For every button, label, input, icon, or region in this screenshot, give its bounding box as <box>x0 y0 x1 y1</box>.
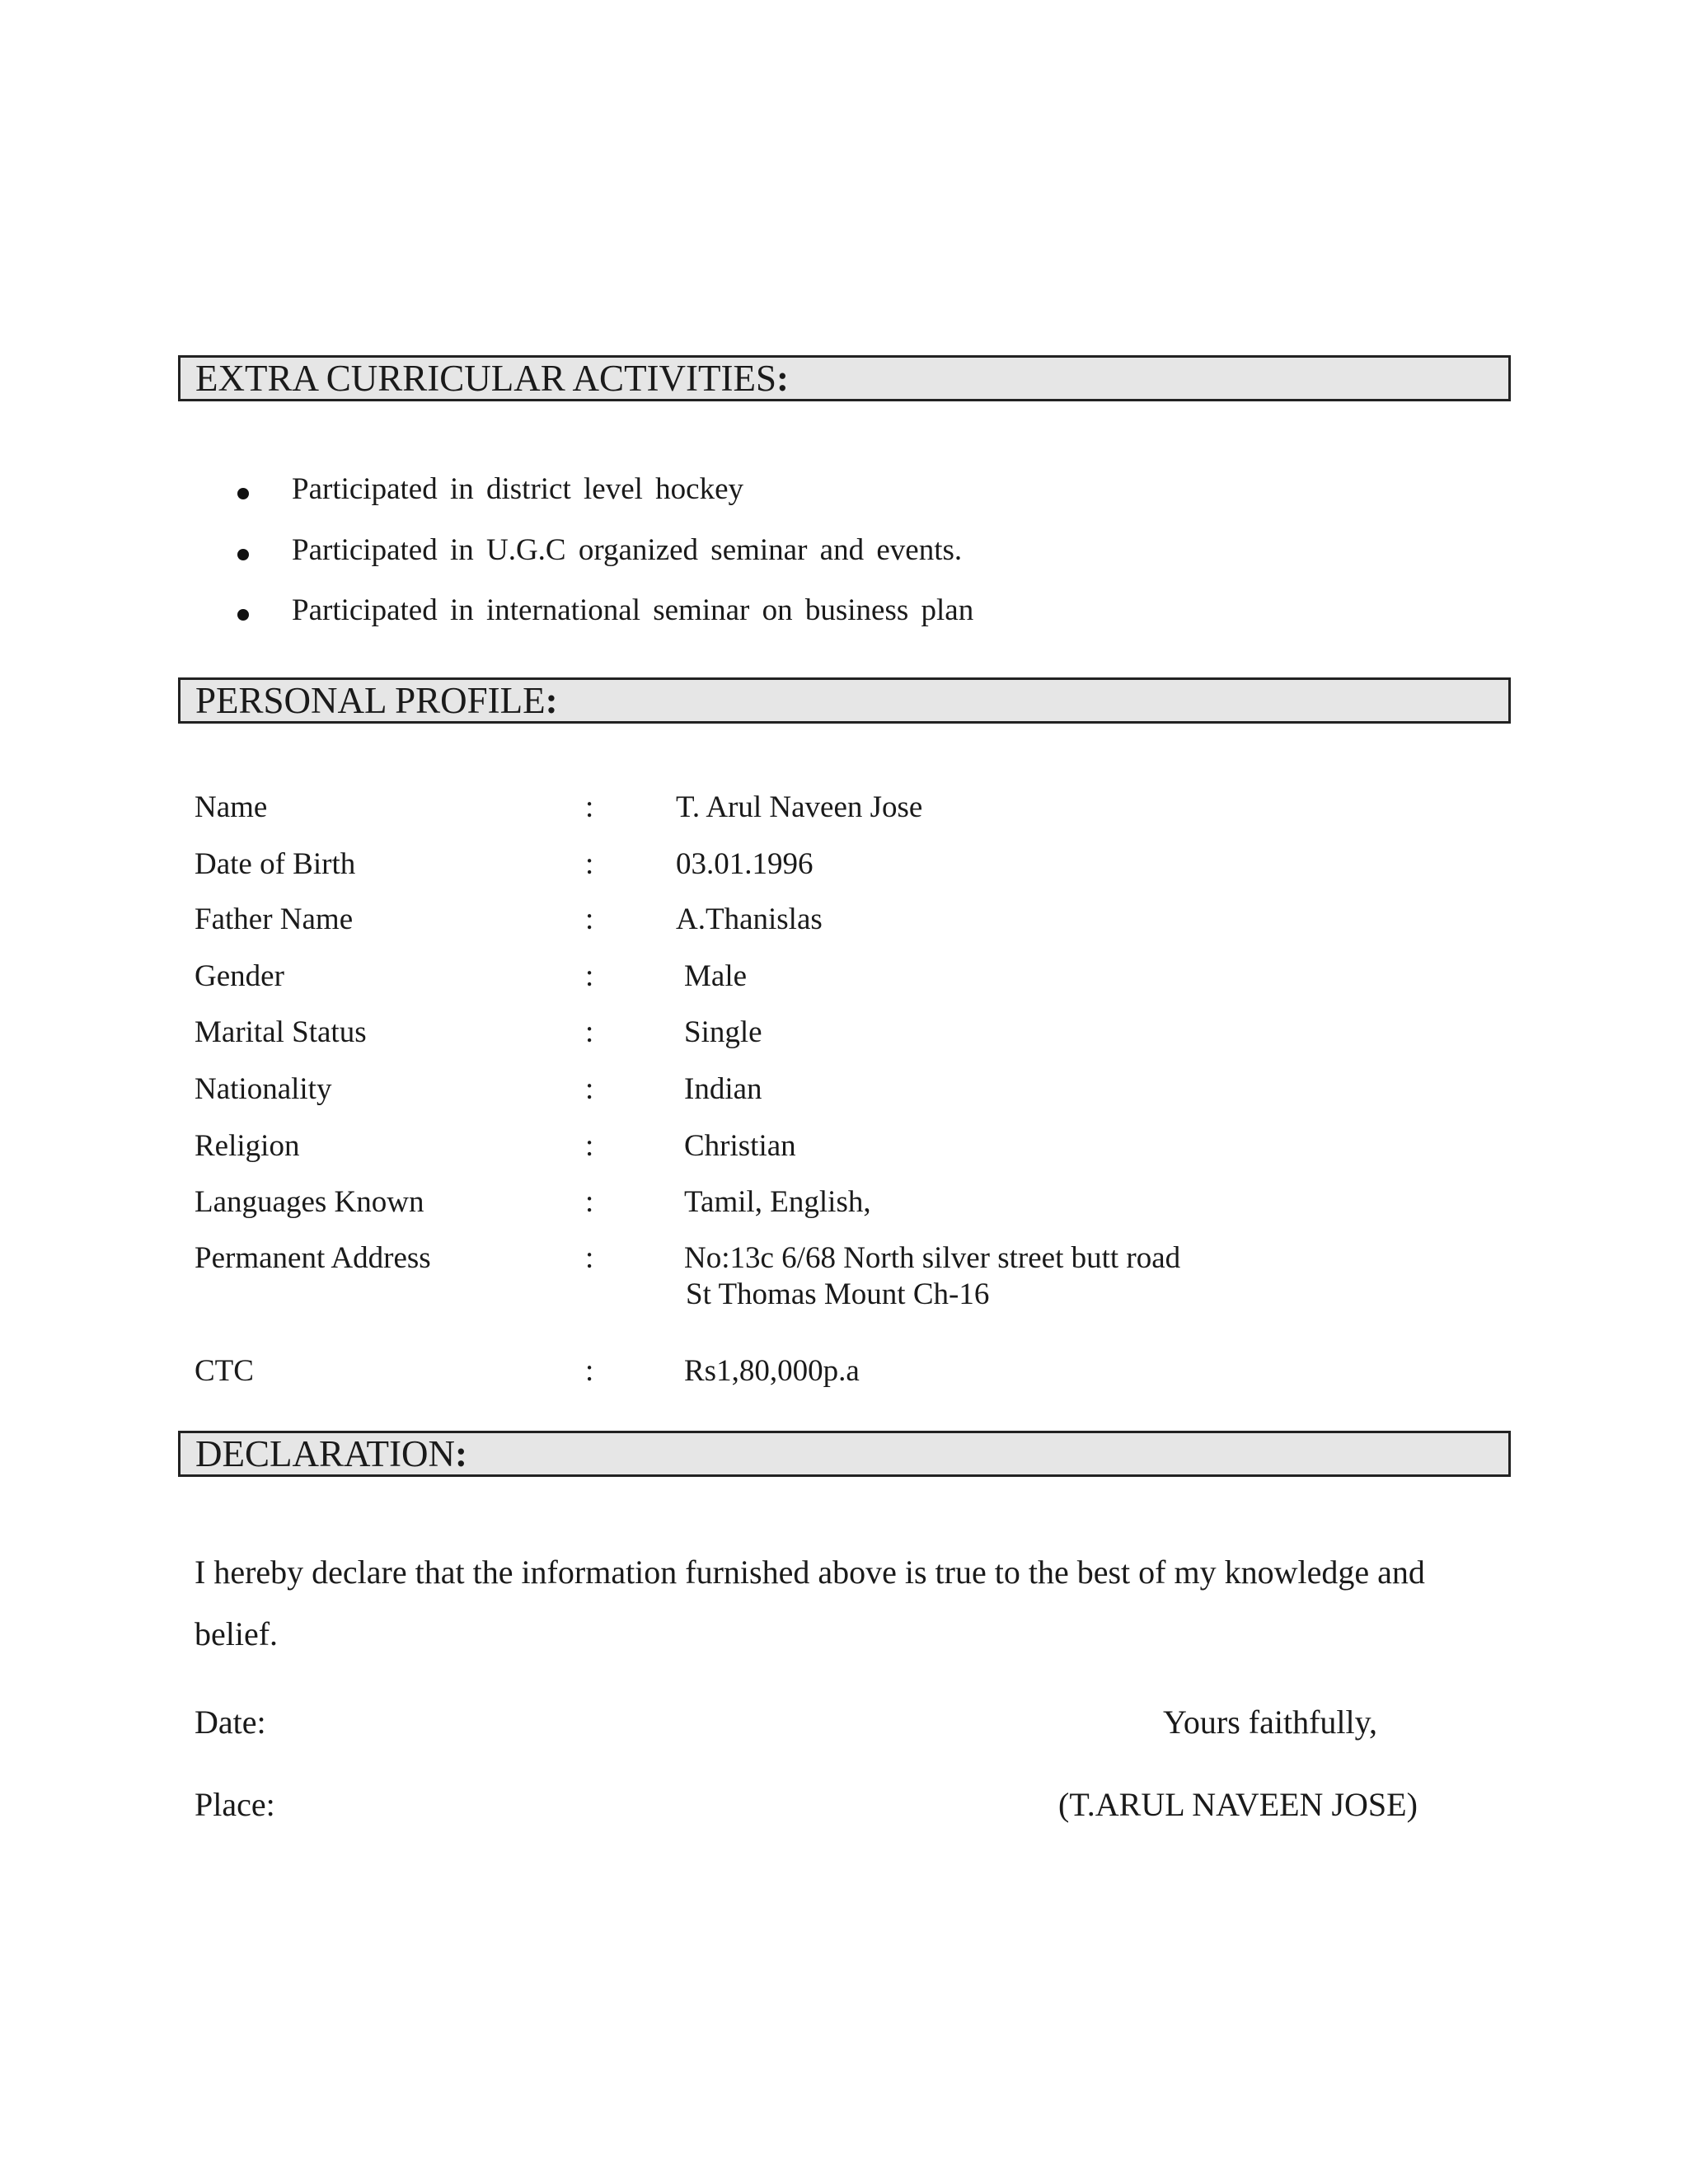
profile-value: Indian <box>684 1072 762 1106</box>
profile-label: Name <box>195 790 268 824</box>
profile-value: Rs1,80,000p.a <box>684 1354 860 1388</box>
profile-value: A.Thanislas <box>676 902 823 936</box>
profile-value: T. Arul Naveen Jose <box>676 790 923 824</box>
section-title: DECLARATION <box>195 1433 455 1474</box>
profile-value: 03.01.1996 <box>676 847 814 881</box>
profile-separator: : <box>585 1129 594 1163</box>
section-header-extra-curricular <box>178 355 1511 401</box>
profile-separator: : <box>585 902 594 936</box>
profile-separator: : <box>585 1185 594 1219</box>
profile-label: Nationality <box>195 1072 332 1106</box>
place-label: Place: <box>195 1786 275 1823</box>
profile-separator: : <box>585 1072 594 1106</box>
profile-label: Languages Known <box>195 1185 424 1219</box>
bullet-icon <box>237 488 249 499</box>
profile-label: Gender <box>195 959 284 993</box>
profile-separator: : <box>585 790 594 824</box>
list-item-text: Participated in U.G.C organized seminar and events. <box>292 533 963 567</box>
profile-value: Tamil, English, <box>684 1185 871 1219</box>
signature-name: (T.ARUL NAVEEN JOSE) <box>1058 1786 1418 1823</box>
profile-label: Permanent Address <box>195 1241 431 1275</box>
list-item-text: Participated in district level hockey <box>292 472 743 506</box>
profile-label: Marital Status <box>195 1015 367 1049</box>
profile-value: Single <box>684 1015 762 1049</box>
section-title: PERSONAL PROFILE <box>195 680 546 721</box>
closing-text: Yours faithfully, <box>1163 1704 1378 1741</box>
section-colon: : <box>454 1433 467 1474</box>
profile-label: CTC <box>195 1354 254 1388</box>
bullet-icon <box>237 609 249 621</box>
bullet-icon <box>237 549 249 560</box>
profile-label: Religion <box>195 1129 300 1163</box>
date-label: Date: <box>195 1704 266 1741</box>
profile-separator: : <box>585 1354 594 1388</box>
profile-label: Date of Birth <box>195 847 356 881</box>
profile-separator: : <box>585 1015 594 1049</box>
section-header-personal-profile <box>178 677 1511 724</box>
section-colon: : <box>776 358 790 399</box>
list-item-text: Participated in international seminar on business plan <box>292 593 974 627</box>
section-header-declaration <box>178 1431 1511 1477</box>
section-title: EXTRA CURRICULAR ACTIVITIES <box>195 358 777 399</box>
profile-separator: : <box>585 959 594 993</box>
profile-separator: : <box>585 847 594 881</box>
profile-value: Christian <box>684 1129 796 1163</box>
profile-value: No:13c 6/68 North silver street butt road <box>684 1241 1181 1275</box>
declaration-text: I hereby declare that the information furnished above is true to the best of my knowledge and belief. <box>195 1554 1425 1652</box>
profile-value-line2: St Thomas Mount Ch-16 <box>686 1277 990 1311</box>
profile-value: Male <box>684 959 748 993</box>
section-colon: : <box>545 680 558 721</box>
profile-separator: : <box>585 1241 594 1275</box>
profile-label: Father Name <box>195 902 354 936</box>
